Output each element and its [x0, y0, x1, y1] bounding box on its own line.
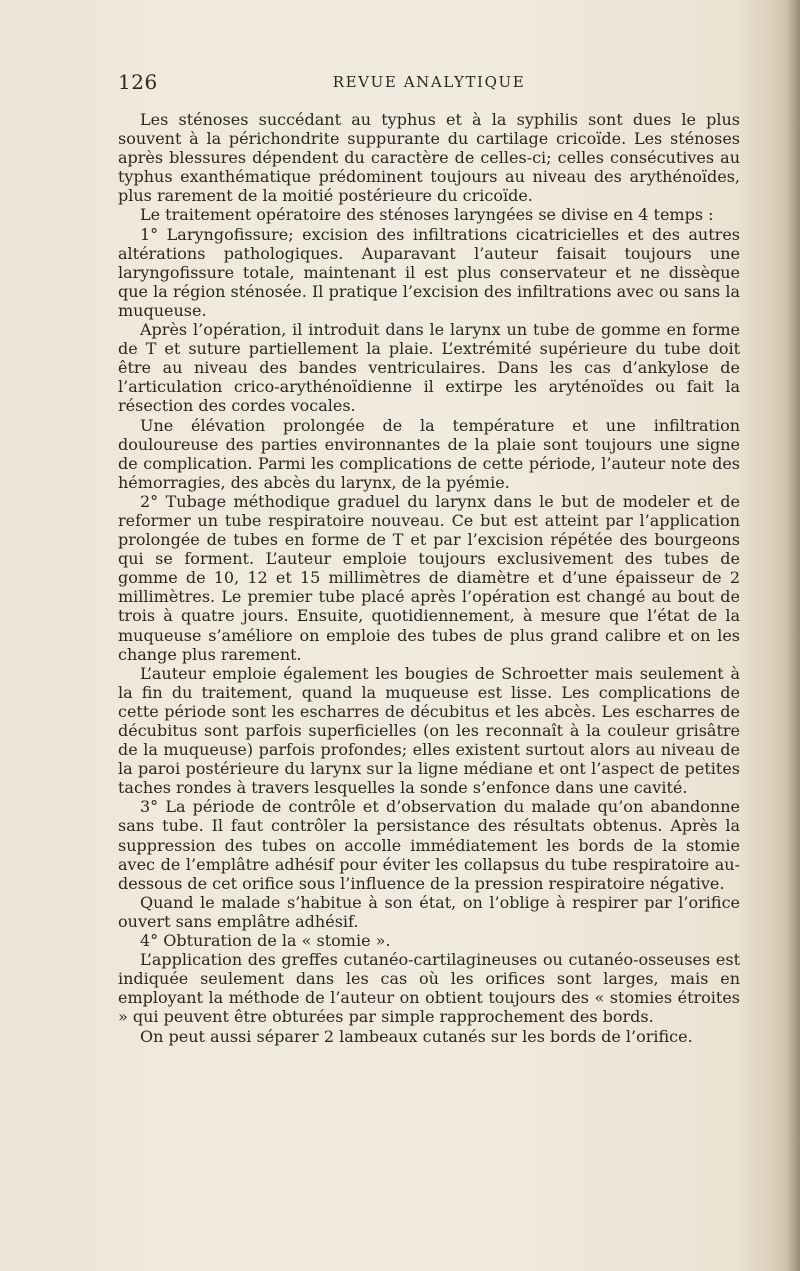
page-edge-shadow [786, 0, 800, 1271]
page-number: 126 [118, 70, 158, 94]
paragraph: 4° Obturation de la « stomie ». [140, 931, 391, 951]
paragraph: L’auteur emploie également les bougies de Schroetter mais seulement à la fin du traitement, quand la muqueuse est lisse. Les complications de cette période sont les escharres de décubitus et les abcès. Les escharres de décubitus sont parfois superficielles (on les reconnaît à la couleur grisâtre de la muqueuse) parfois profondes; elles existent surtout alors au niveau de la paroi postérieure du larynx sur la ligne médiane et ont l’aspect de petites taches rondes à travers lesquelles la sonde s’enfonce dans une cavité. [118, 663, 740, 798]
paragraph: Quand le malade s’habitue à son état, on l’oblige à respirer par l’orifice ouvert sans emplâtre adhésif. [118, 892, 740, 931]
page-header [118, 70, 740, 100]
paragraph: 3° La période de contrôle et d’observation du malade qu’on abandonne sans tube. Il faut contrôler la persistance des résultats obtenus. Après la suppression des tubes on accolle immédiatement les bords de la stomie avec de l’emplâtre adhésif pour éviter les collapsus du tube respiratoire au-dessous de cet orifice sous l’influence de la pression respiratoire négative. [118, 797, 740, 893]
paragraph: Les sténoses succédant au typhus et à la syphilis sont dues le plus souvent à la périchondrite suppurante du cartilage cricoïde. Les sténoses après blessures dépendent du caractère de celles-ci; celles consécutives au typhus exanthématique prédominent toujours au niveau des arythénoïdes, plus rarement de la moitié postérieure du cricoïde. [118, 110, 740, 206]
paragraph: 1° Laryngofissure; excision des infiltrations cicatricielles et des autres altérations pathologiques. Auparavant l’auteur faisait toujours une laryngofissure totale, maintenant il est plus conservateur et ne dissèque que la région sténosée. Il pratique l’excision des infiltrations avec ou sans la muqueuse. [118, 224, 740, 320]
paragraph: Le traitement opératoire des sténoses laryngées se divise en 4 temps : [140, 205, 714, 225]
running-title: REVUE ANALYTIQUE [332, 73, 526, 91]
paragraph: Une élévation prolongée de la température et une infiltration douloureuse des parties environnantes de la plaie sont toujours une signe de complication. Parmi les complications de cette période, l’auteur note des hémorragies, des abcès du larynx, de la pyémie. [118, 415, 740, 492]
paragraph: L’application des greffes cutanéo-cartilagineuses ou cutanéo-osseuses est indiquée seulement dans les cas où les orifices sont larges, mais en employant la méthode de l’auteur on obtient toujours des « stomies étroites » qui peuvent être obturées par simple rapprochement des bords. [118, 950, 740, 1027]
article-body [118, 110, 740, 1046]
paragraph: On peut aussi séparer 2 lambeaux cutanés sur les bords de l’orifice. [140, 1026, 693, 1046]
paragraph: 2° Tubage méthodique graduel du larynx dans le but de modeler et de reformer un tube respiratoire nouveau. Ce but est atteint par l’application prolongée de tubes en forme de T et par l’excision répétée des bourgeons qui se forment. L’auteur emploie toujours exclusivement des tubes de gomme de 10, 12 et 15 millimètres de diamètre et d’une épaisseur de 2 millimètres. Le premier tube placé après l’opération est changé au bout de trois à quatre jours. Ensuite, quotidiennement, à mesure que l’état de la muqueuse s’améliore on emploie des tubes de plus grand calibre et on les change plus rarement. [118, 491, 740, 664]
paragraph: Après l’opération, il introduit dans le larynx un tube de gomme en forme de T et suture partiellement la plaie. L’extrémité supérieure du tube doit être au niveau des bandes ventriculaires. Dans les cas d’ankylose de l’articulation crico-arythénoïdienne il extirpe les aryténoïdes ou fait la résection des cordes vocales. [118, 320, 740, 416]
